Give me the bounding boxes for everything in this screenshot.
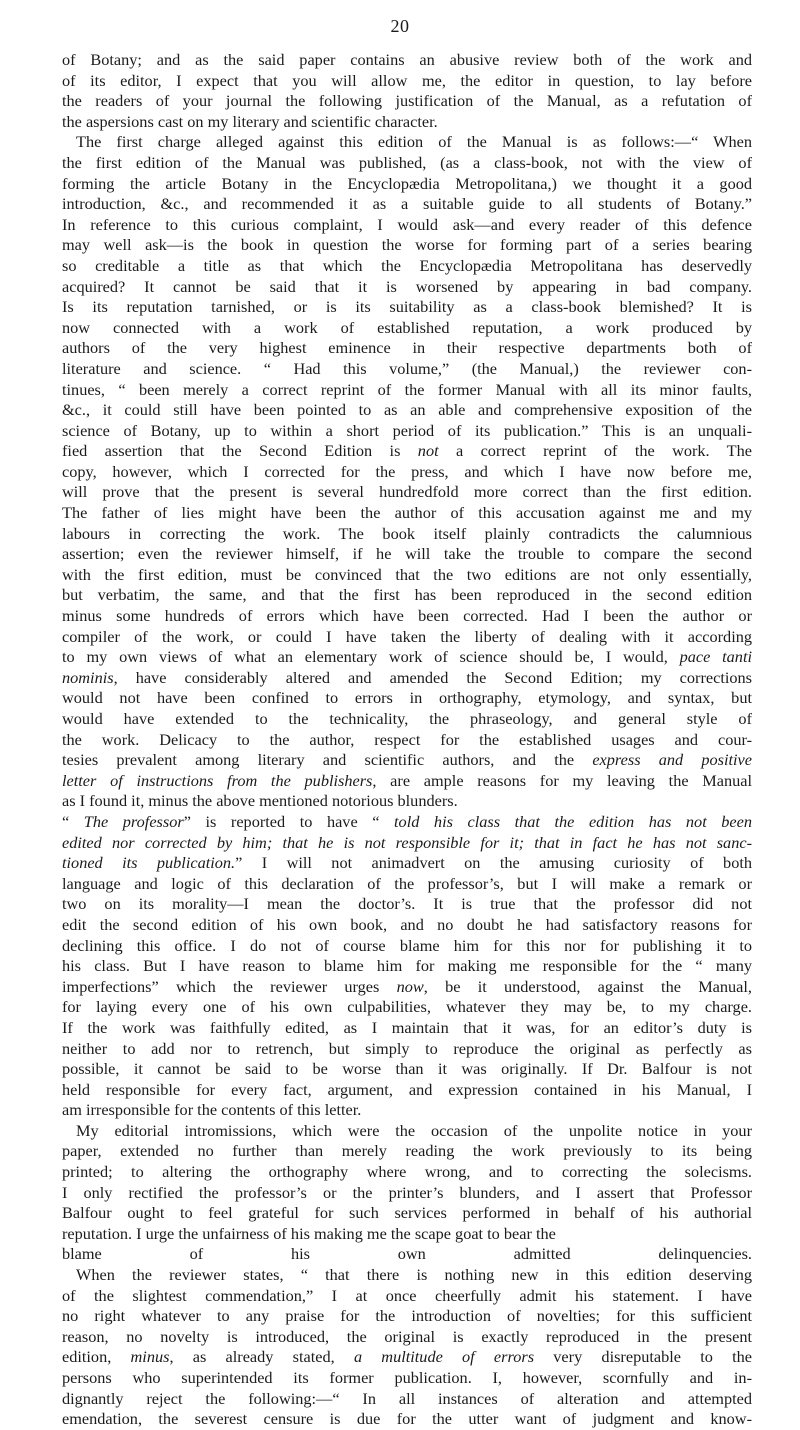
text-segment: , have considerably altered and amended the Second Edition; my corrections	[113, 667, 752, 687]
text-line	[62, 750, 752, 771]
text-line	[62, 1018, 752, 1039]
text-segment: science of Botany, up to within a short period of its publication.” This is an unquali-	[62, 420, 752, 440]
text-segment: ” I will not animadvert on the amusing curiosity of both	[235, 853, 752, 873]
text-line	[62, 1389, 752, 1410]
text-line	[62, 318, 752, 339]
text-line	[62, 1368, 752, 1389]
text-segment: acquired? It cannot be said that it is worsened by appearing in bad company.	[62, 276, 752, 296]
text-segment: paper, extended no further than merely reading the work previously to its being	[62, 1141, 752, 1161]
text-line	[62, 791, 752, 812]
text-segment: In reference to this curious complaint, I would ask—and every reader of this defence	[62, 214, 752, 234]
text-segment: “	[62, 811, 84, 831]
text-line	[62, 482, 752, 503]
text-line	[62, 1183, 752, 1204]
body-text	[62, 50, 752, 1430]
text-segment: I only rectified the professor’s or the printer’s blunders, and I assert that Professor	[62, 1182, 752, 1202]
text-line	[62, 1409, 752, 1430]
text-segment: but verbatim, the same, and that the first has been reproduced in the second edition	[62, 585, 752, 605]
text-segment: tinues, “ been merely a correct reprint of the former Manual with all its minor faults,	[62, 379, 752, 399]
text-segment: the readers of your journal the following justification of the Manual, as a refutation of	[62, 91, 752, 111]
text-segment: literature and science. “ Had this volume,” (the Manual,) the reviewer con-	[62, 358, 752, 378]
text-segment: ” is reported to have “	[183, 811, 395, 831]
italic-text: not	[417, 441, 439, 461]
text-segment: persons who superintended its former publication. I, however, scornfully and in-	[62, 1368, 752, 1387]
text-segment: tesies prevalent among literary and scientific authors, and the	[62, 750, 593, 770]
italic-text: The professor	[83, 811, 184, 831]
text-line	[62, 524, 752, 545]
text-line	[62, 1306, 752, 1327]
text-line	[62, 730, 752, 751]
text-line	[62, 668, 752, 689]
text-line	[62, 709, 752, 730]
italic-text: express and positive	[592, 750, 752, 770]
text-segment: for laying every one of his own culpabilities, whatever they may be, to my charge.	[62, 997, 752, 1017]
text-line	[62, 915, 752, 936]
text-line	[62, 606, 752, 627]
text-segment: of its editor, I expect that you will allow me, the editor in question, to lay before	[62, 70, 752, 90]
text-line	[62, 50, 752, 71]
text-line	[62, 936, 752, 957]
text-segment: copy, however, which I corrected for the press, and which I have now before me,	[62, 461, 752, 481]
text-segment: edit the second edition of his own book, and no doubt he had satisfactory reasons for	[62, 914, 752, 934]
text-segment: , are ample reasons for my leaving the Manual	[372, 770, 752, 790]
text-line	[62, 297, 752, 318]
text-line	[62, 1224, 752, 1245]
text-segment: would have extended to the technicality, the phraseology, and general style of	[62, 709, 752, 728]
text-line	[62, 421, 752, 442]
text-segment: so creditable a title as that which the Encyclopædia Metropolitana has deservedly	[62, 255, 752, 275]
text-line	[62, 1039, 752, 1060]
text-line	[62, 1244, 752, 1265]
text-segment: his class. But I have reason to blame him for making me responsible for the “ many	[62, 956, 752, 976]
text-segment: reputation. I urge the unfairness of his making me the scape goat to bear the	[62, 1223, 556, 1243]
text-segment: two on its morality—I mean the doctor’s. It is true that the professor did not	[62, 894, 752, 914]
text-line	[62, 812, 752, 833]
text-segment: labours in correcting the work. The book itself plainly contradicts the calumnious	[62, 523, 752, 543]
text-segment: introduction, &c., and recommended it as a suitable guide to all students of Botany.”	[62, 194, 752, 214]
text-segment: with the first edition, must be convinced that the two editions are not only essentially,	[62, 564, 752, 584]
text-segment: emendation, the severest censure is due for the utter want of judgment and know-	[62, 1409, 752, 1429]
text-line	[62, 853, 752, 874]
text-segment: would not have been confined to errors in orthography, etymology, and syntax, but	[62, 688, 752, 708]
text-segment: may well ask—is the book in question the worse for forming part of a series bearing	[62, 235, 752, 255]
text-line	[62, 462, 752, 483]
text-line	[62, 71, 752, 92]
text-line	[62, 874, 752, 895]
text-line	[62, 338, 752, 359]
text-line	[62, 1141, 752, 1162]
text-segment: no right whatever to any praise for the introduction of novelties; for this sufficient	[62, 1306, 752, 1326]
text-line	[62, 1121, 752, 1142]
text-line	[62, 235, 752, 256]
text-segment: edition,	[62, 1347, 131, 1367]
text-segment: The father of lies might have been the author of this accusation against me and my	[62, 503, 752, 523]
text-line	[62, 503, 752, 524]
italic-text: tioned its publication.	[62, 853, 236, 873]
text-segment: declining this office. I do not of course blame him for this nor for publishing it to	[62, 935, 752, 955]
text-line	[62, 565, 752, 586]
text-segment: to my own views of what an elementary work of science should be, I would,	[62, 647, 680, 667]
text-segment: very disreputable to the	[534, 1347, 752, 1367]
text-line	[62, 153, 752, 174]
text-segment: as I found it, minus the above mentioned notorious blunders.	[62, 791, 458, 811]
italic-text: edited nor corrected by him; that he is not responsible for it; that in fact he has not sanc-	[62, 832, 752, 852]
text-line	[62, 91, 752, 112]
text-line	[62, 956, 752, 977]
text-segment: of Botany; and as the said paper contains an abusive review both of the work and	[62, 50, 752, 69]
text-line	[62, 112, 752, 133]
text-segment: am irresponsible for the contents of this letter.	[62, 1100, 362, 1120]
text-line	[62, 380, 752, 401]
text-line	[62, 544, 752, 565]
text-line	[62, 1265, 752, 1286]
text-segment: the aspersions cast on my literary and scientific character.	[62, 111, 438, 131]
text-segment: dignantly reject the following:—“ In all instances of alteration and attempted	[62, 1388, 752, 1408]
text-line	[62, 1080, 752, 1101]
text-line	[62, 215, 752, 236]
text-line	[62, 688, 752, 709]
italic-text: told his class that the edition has not been	[394, 811, 752, 831]
text-line	[62, 174, 752, 195]
text-line	[62, 894, 752, 915]
text-line	[62, 132, 752, 153]
text-segment: When the reviewer states, “ that there is nothing new in this edition deserving	[76, 1265, 752, 1285]
text-segment: the first edition of the Manual was published, (as a class-book, not with the view of	[62, 152, 752, 172]
italic-text: now	[396, 976, 424, 996]
text-segment: If the work was faithfully edited, as I maintain that it was, for an editor’s duty is	[62, 1017, 752, 1037]
text-segment: compiler of the work, or could I have taken the liberty of dealing with it according	[62, 626, 752, 646]
text-line	[62, 833, 752, 854]
text-segment: Balfour ought to feel grateful for such services performed in behalf of his authorial	[62, 1203, 752, 1223]
text-line	[62, 194, 752, 215]
text-line	[62, 277, 752, 298]
text-line	[62, 1162, 752, 1183]
text-line	[62, 400, 752, 421]
text-line	[62, 256, 752, 277]
text-segment: a correct reprint of the work. The	[438, 441, 752, 461]
text-segment: language and logic of this declaration of the professor’s, but I will make a remark or	[62, 873, 752, 893]
text-segment: The first charge alleged against this edition of the Manual is as follows:—“ When	[76, 132, 752, 152]
text-line	[62, 1327, 752, 1348]
text-segment: printed; to altering the orthography where wrong, and to correcting the solecisms.	[62, 1162, 752, 1182]
text-line	[62, 997, 752, 1018]
text-line	[62, 627, 752, 648]
text-segment: forming the article Botany in the Encyclopædia Metropolitana,) we thought it a good	[62, 173, 752, 193]
text-segment: &c., it could still have been pointed to as an able and comprehensive exposition of the	[62, 400, 752, 420]
text-line	[62, 359, 752, 380]
text-line	[62, 1347, 752, 1368]
text-segment: blame of his own admitted delinquencies.	[62, 1244, 752, 1264]
text-segment: My editorial intromissions, which were the occasion of the unpolite notice in your	[76, 1120, 752, 1140]
text-segment: now connected with a work of established reputation, a work produced by	[62, 317, 752, 337]
italic-text: nominis	[62, 667, 114, 687]
text-segment: authors of the very highest eminence in their respective departments both of	[62, 338, 752, 358]
text-segment: neither to add nor to retrench, but simply to reproduce the original as perfectly as	[62, 1038, 752, 1058]
text-line	[62, 1203, 752, 1224]
text-segment: reason, no novelty is introduced, the original is exactly reproduced in the present	[62, 1326, 752, 1346]
text-segment: fied assertion that the Second Edition is	[62, 441, 418, 461]
text-segment: of the slightest commendation,” I at once cheerfully admit his statement. I have	[62, 1285, 752, 1305]
text-segment: will prove that the present is several hundredfold more correct than the first edition.	[62, 482, 752, 502]
italic-text: a multitude of errors	[353, 1347, 535, 1367]
text-line	[62, 441, 752, 462]
text-line	[62, 585, 752, 606]
text-segment: possible, it cannot be said to be worse than it was originally. If Dr. Balfour is not	[62, 1059, 752, 1079]
text-segment: minus some hundreds of errors which have been corrected. Had I been the author or	[62, 606, 752, 626]
text-segment: the work. Delicacy to the author, respect for the established usages and cour-	[62, 729, 752, 749]
text-segment: assertion; even the reviewer himself, if he will take the trouble to compare the second	[62, 544, 752, 564]
text-segment: Is its reputation tarnished, or is its suitability as a class-book blemished? It is	[62, 297, 752, 317]
text-line	[62, 977, 752, 998]
text-line	[62, 1286, 752, 1307]
italic-text: pace tanti	[679, 647, 752, 667]
text-line	[62, 647, 752, 668]
text-segment: imperfections” which the reviewer urges	[62, 976, 397, 996]
text-line	[62, 1059, 752, 1080]
italic-text: letter of instructions from the publishers	[62, 770, 373, 790]
italic-text: minus	[130, 1347, 170, 1367]
page-number: 20	[390, 16, 410, 36]
text-segment: , as already stated,	[169, 1347, 354, 1367]
text-segment: , be it understood, against the Manual,	[423, 976, 752, 996]
text-line	[62, 1100, 752, 1121]
text-segment: held responsible for every fact, argument, and expression contained in his Manual, I	[62, 1079, 752, 1099]
text-line	[62, 771, 752, 792]
